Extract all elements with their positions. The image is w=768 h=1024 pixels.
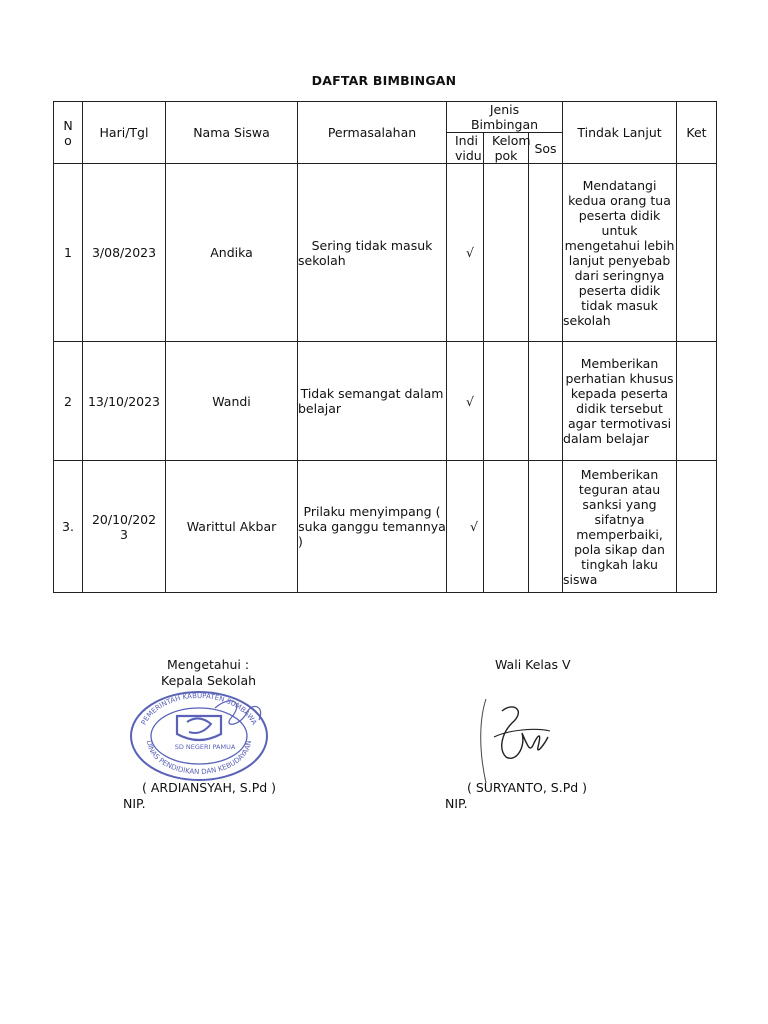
header-note: Ket [677,102,717,164]
signature-left-name: ( ARDIANSYAH, S.Pd ) [142,780,277,795]
header-follow-up: Tindak Lanjut [563,102,677,164]
cell-group [484,164,529,342]
signature-left-nip: NIP. [123,796,146,811]
cell-name: Andika [166,164,298,342]
stamp-text-middle: SD NEGERI PAMUA [174,743,236,751]
cell-follow-up: Mendatangi kedua orang tua peserta didik untuk mengetahui lebih lanjut penyebab dari seringnya peserta didik tidak masuk sekolah [563,164,677,342]
cell-social [529,461,563,593]
cell-group [484,342,529,461]
header-row [54,102,717,133]
signature-left-line1: Mengetahui : [167,657,250,672]
cell-note [677,461,717,593]
signature-right-name: ( SURYANTO, S.Pd ) [467,780,588,795]
header-date: Hari/Tgl [83,102,166,164]
cell-no: 3. [54,461,83,593]
signature-left-line2: Kepala Sekolah [161,673,257,688]
cell-individual-check: √ [447,164,484,342]
school-stamp [127,688,272,782]
guidance-table [53,101,717,593]
cell-note [677,164,717,342]
header-guidance-type: Jenis Bimbingan [447,102,563,133]
cell-note [677,342,717,461]
table-row [54,342,717,461]
header-social: Sos [529,133,563,164]
cell-individual-check: √ [447,342,484,461]
cell-social [529,164,563,342]
cell-group [484,461,529,593]
cell-individual-check: √ [447,461,484,593]
handwritten-signature [472,697,552,787]
cell-problem: Prilaku menyimpang ( suka ganggu temannya ) [298,461,447,593]
signature-right-line1: Wali Kelas V [495,657,571,672]
cell-date: 3/08/2023 [83,164,166,342]
header-no: N o [54,102,83,164]
cell-problem: Sering tidak masuk sekolah [298,164,447,342]
header-individual: Indi vidu [447,133,484,164]
stamp-text-top: PEMERINTAH KABUPATEN SUMBAWA [139,691,259,727]
table-row [54,461,717,593]
cell-name: Warittul Akbar [166,461,298,593]
cell-date: 13/10/2023 [83,342,166,461]
cell-problem: Tidak semangat dalam belajar [298,342,447,461]
cell-name: Wandi [166,342,298,461]
table-row [54,164,717,342]
cell-follow-up: Memberikan teguran atau sanksi yang sifatnya memperbaiki, pola sikap dan tingkah laku siswa [563,461,677,593]
signature-right-nip: NIP. [445,796,468,811]
header-problem: Permasalahan [298,102,447,164]
cell-social [529,342,563,461]
stamp-text-bottom: DINAS PENDIDIKAN DAN KEBUDAYAAN [144,739,254,777]
cell-no: 2 [54,342,83,461]
cell-no: 1 [54,164,83,342]
cell-follow-up: Memberikan perhatian khusus kepada peserta didik tersebut agar termotivasi dalam belajar [563,342,677,461]
header-name: Nama Siswa [166,102,298,164]
cell-date: 20/10/2023 [83,461,166,593]
document-title: DAFTAR BIMBINGAN [311,73,457,88]
header-group: Kelom pok [484,133,529,164]
